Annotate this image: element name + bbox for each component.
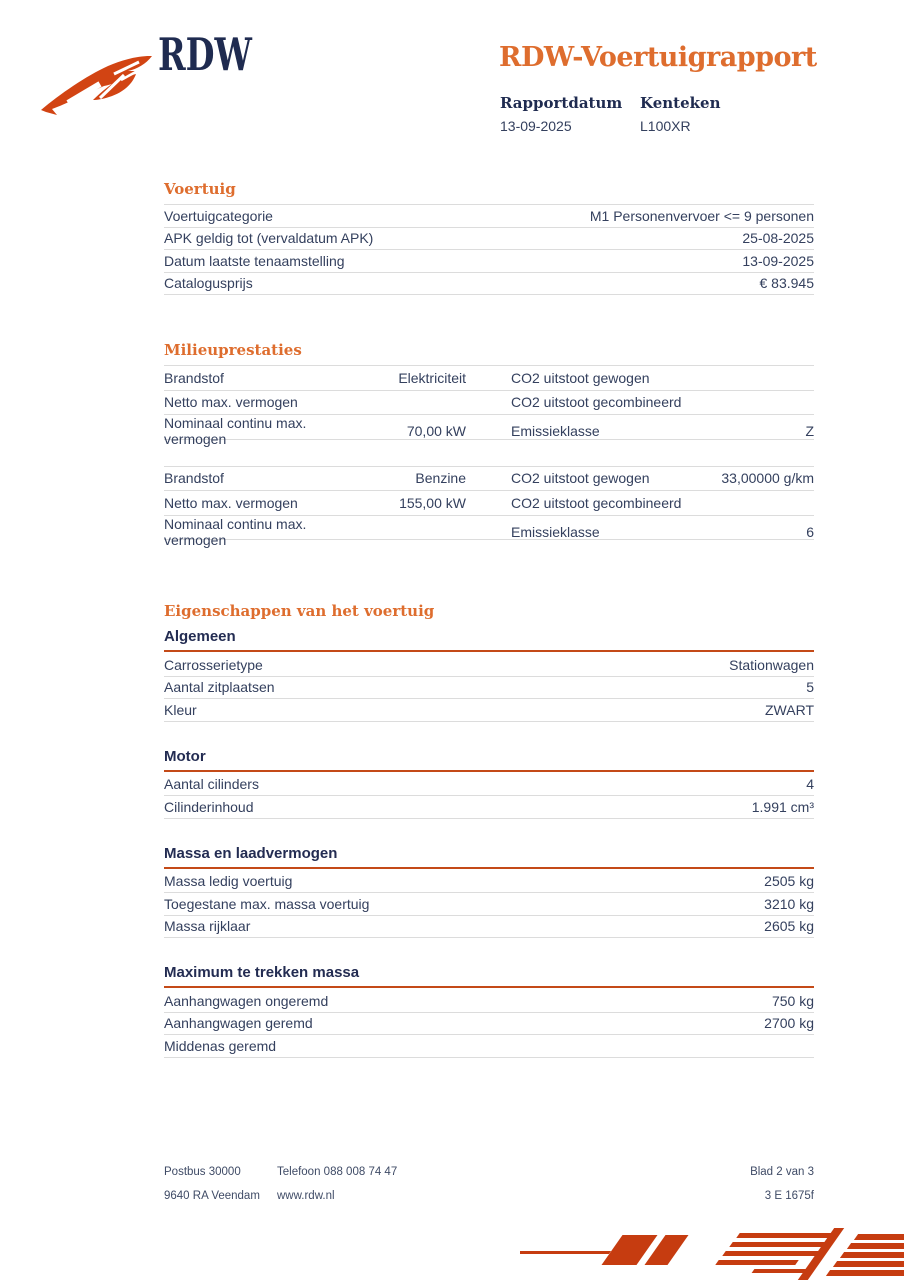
row-value: 5 <box>806 679 814 696</box>
stripe-shape <box>833 1261 904 1267</box>
report-content <box>164 180 814 1058</box>
section-voertuig <box>164 180 814 295</box>
row-label: Massa ledig voertuig <box>164 873 293 890</box>
report-meta <box>500 94 780 134</box>
row-label: Brandstof <box>164 369 224 386</box>
table-row <box>164 654 814 677</box>
footer-address-line1: Postbus 30000 <box>164 1166 241 1178</box>
row-label: CO2 uitstoot gewogen <box>511 369 650 386</box>
table-row <box>164 366 814 391</box>
row-label: Carrosserietype <box>164 656 263 673</box>
speed-stripes-graphic <box>520 1228 904 1280</box>
subsection-title: Motor <box>164 748 814 772</box>
row-value: 155,00 kW <box>399 494 466 511</box>
section-milieuprestaties <box>164 341 814 548</box>
row-value: 3210 kg <box>764 895 814 912</box>
row-value: 750 kg <box>771 992 814 1009</box>
stripe-shape <box>752 1269 809 1273</box>
row-label: Aanhangwagen ongeremd <box>164 992 329 1009</box>
row-value: 2700 kg <box>764 1015 814 1032</box>
row-value: Benzine <box>415 470 466 487</box>
row-label: Aantal zitplaatsen <box>164 679 275 696</box>
footer-website: www.rdw.nl <box>277 1190 335 1202</box>
table-row <box>164 1035 814 1058</box>
stripe-shape <box>729 1242 829 1247</box>
row-label: Datum laatste tenaamstelling <box>164 252 345 269</box>
table-row <box>164 273 814 296</box>
section-voertuig-title: Voertuig <box>164 180 236 198</box>
row-label: CO2 uitstoot gecombineerd <box>511 494 682 511</box>
row-label: Brandstof <box>164 470 224 487</box>
row-value: 4 <box>806 776 814 793</box>
table-row <box>164 893 814 916</box>
stripe-shape <box>736 1233 836 1238</box>
row-value: 33,00000 g/km <box>721 470 814 487</box>
license-plate-label: Kenteken <box>640 94 721 112</box>
voertuig-table <box>164 204 814 295</box>
table-row <box>164 391 814 416</box>
report-date-value: 13-09-2025 <box>500 118 572 134</box>
rdw-feather-logo-icon <box>38 48 154 118</box>
row-label: Kleur <box>164 701 197 718</box>
row-label: Emissieklasse <box>511 523 600 540</box>
section-milieu-title: Milieuprestaties <box>164 341 302 359</box>
table-row <box>164 228 814 251</box>
row-value: 70,00 kW <box>406 423 466 439</box>
table-row <box>164 677 814 700</box>
stripe-shape <box>854 1234 904 1240</box>
trekken-massa-table <box>164 990 814 1058</box>
table-row <box>164 990 814 1013</box>
stripe-shape <box>847 1243 904 1249</box>
page-footer <box>164 1166 814 1202</box>
footer-page-indicator: Blad 2 van 3 <box>750 1166 814 1178</box>
subsection-title: Maximum te trekken massa <box>164 964 814 988</box>
row-value: 2605 kg <box>764 918 814 935</box>
row-label: Netto max. vermogen <box>164 394 298 411</box>
row-value: 2505 kg <box>764 873 814 890</box>
subsection-title: Algemeen <box>164 628 814 652</box>
row-label: Catalogusprijs <box>164 275 253 292</box>
table-row <box>164 796 814 819</box>
table-row <box>164 205 814 228</box>
table-row <box>164 774 814 797</box>
table-row <box>164 871 814 894</box>
row-label: Voertuigcategorie <box>164 207 273 224</box>
row-value: 13-09-2025 <box>742 252 814 269</box>
report-date-block <box>500 94 640 134</box>
subsection-motor <box>164 748 814 819</box>
stripe-shape <box>715 1260 799 1265</box>
row-label: Middenas geremd <box>164 1037 277 1054</box>
subsection-title: Massa en laadvermogen <box>164 845 814 869</box>
row-label: Emissieklasse <box>511 423 600 439</box>
row-label: CO2 uitstoot gecombineerd <box>511 394 682 411</box>
massa-table <box>164 871 814 939</box>
table-row <box>164 415 814 447</box>
row-label: Nominaal continu max. vermogen <box>164 515 307 548</box>
stripe-shape <box>520 1251 611 1254</box>
section-eigenschappen <box>164 602 814 1058</box>
row-value: Elektriciteit <box>398 369 466 386</box>
row-value: ZWART <box>765 701 814 718</box>
row-label: Netto max. vermogen <box>164 494 298 511</box>
stripe-shape <box>840 1252 904 1258</box>
row-value: 25-08-2025 <box>742 230 814 247</box>
footer-form-code: 3 E 1675f <box>764 1190 814 1202</box>
row-value: M1 Personenvervoer <= 9 personen <box>589 207 814 224</box>
row-label: Cilinderinhoud <box>164 798 254 815</box>
page-title: RDW-Voertuigrapport <box>499 42 817 73</box>
table-row <box>164 1013 814 1036</box>
footer-phone: Telefoon 088 008 74 47 <box>277 1166 398 1178</box>
algemeen-table <box>164 654 814 722</box>
license-plate-block <box>640 94 780 134</box>
subsection-algemeen <box>164 628 814 722</box>
license-plate-value: L100XR <box>640 118 691 134</box>
milieu-table-elektriciteit <box>164 365 814 447</box>
milieu-table-benzine <box>164 466 814 548</box>
row-label: APK geldig tot (vervaldatum APK) <box>164 230 374 247</box>
table-row <box>164 491 814 516</box>
stripe-shape <box>826 1270 904 1276</box>
row-label: Aantal cilinders <box>164 776 259 793</box>
stripe-shape <box>722 1251 822 1256</box>
row-label: Aanhangwagen geremd <box>164 1015 313 1032</box>
row-label: Massa rijklaar <box>164 918 251 935</box>
row-value: Stationwagen <box>729 656 814 673</box>
subsection-massa <box>164 845 814 939</box>
row-value: € 83.945 <box>759 275 814 292</box>
subsection-trekken-massa <box>164 964 814 1058</box>
footer-address-line2: 9640 RA Veendam <box>164 1190 260 1202</box>
table-row <box>164 250 814 273</box>
table-row <box>164 467 814 492</box>
row-value: 6 <box>806 523 814 540</box>
row-label: CO2 uitstoot gewogen <box>511 470 650 487</box>
table-row <box>164 916 814 939</box>
table-row <box>164 515 814 548</box>
section-eigenschappen-title: Eigenschappen van het voertuig <box>164 602 435 620</box>
row-value: 1.991 cm³ <box>751 798 814 815</box>
row-label: Toegestane max. massa voertuig <box>164 895 370 912</box>
table-row <box>164 699 814 722</box>
row-value: Z <box>805 423 814 439</box>
row-label: Nominaal continu max. vermogen <box>164 415 307 447</box>
rdw-wordmark: RDW <box>158 28 252 81</box>
motor-table <box>164 774 814 819</box>
report-date-label: Rapportdatum <box>500 94 623 112</box>
